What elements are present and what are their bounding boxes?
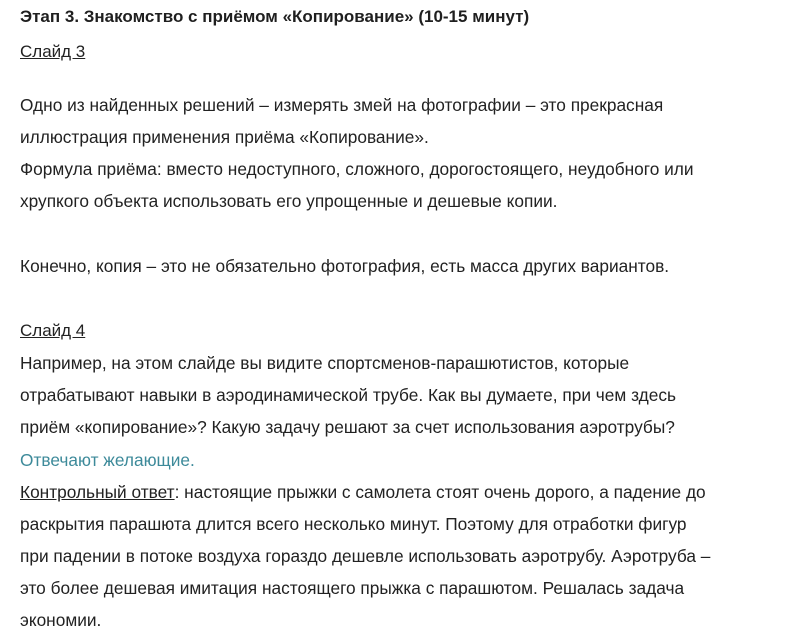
slide-3-line-1: Одно из найденных решений – измерять змей на фотографии – это прекрасная (20, 95, 664, 115)
answer-first-text: : настоящие прыжки с самолета стоят очень дорого, а падение до (174, 482, 706, 502)
slide-4-label: Слайд 4 (20, 321, 86, 340)
slide-3-line-3: Формула приёма: вместо недоступного, сложного, дорогостоящего, неудобного или (20, 159, 694, 179)
answer-line-4: это более дешевая имитация настоящего прыжка с парашютом. Решалась задача (20, 578, 685, 598)
slide-3-line-2: иллюстрация применения приёма «Копирование». (20, 127, 429, 147)
answer-line-2: раскрытия парашюта длится всего несколько минут. Поэтому для отработки фигур (20, 514, 687, 534)
slide-3-line-4: хрупкого объекта использовать его упрощенные и дешевые копии. (20, 191, 558, 211)
answer-line-1 (20, 481, 706, 503)
slide-4-line-2: отрабатывают навыки в аэродинамической трубе. Как вы думаете, при чем здесь (20, 385, 676, 405)
stage-heading: Этап 3. Знакомство с приёмом «Копирование» (10-15 минут) (20, 7, 530, 26)
slide-4-line-1: Например, на этом слайде вы видите спортсменов-парашютистов, которые (20, 353, 630, 373)
slide-3-note: Конечно, копия – это не обязательно фотография, есть масса других вариантов. (20, 256, 670, 276)
answer-line-3: при падении в потоке воздуха гораздо дешевле использовать аэротрубу. Аэротруба – (20, 546, 711, 566)
answer-label: Контрольный ответ (20, 482, 175, 502)
slide-4-line-3: приём «копирование»? Какую задачу решают за счет использования аэротрубы? (20, 417, 675, 437)
answer-line-5: экономии. (20, 610, 102, 630)
slide-3-label: Слайд 3 (20, 42, 86, 61)
responders-note: Отвечают желающие. (20, 450, 195, 470)
